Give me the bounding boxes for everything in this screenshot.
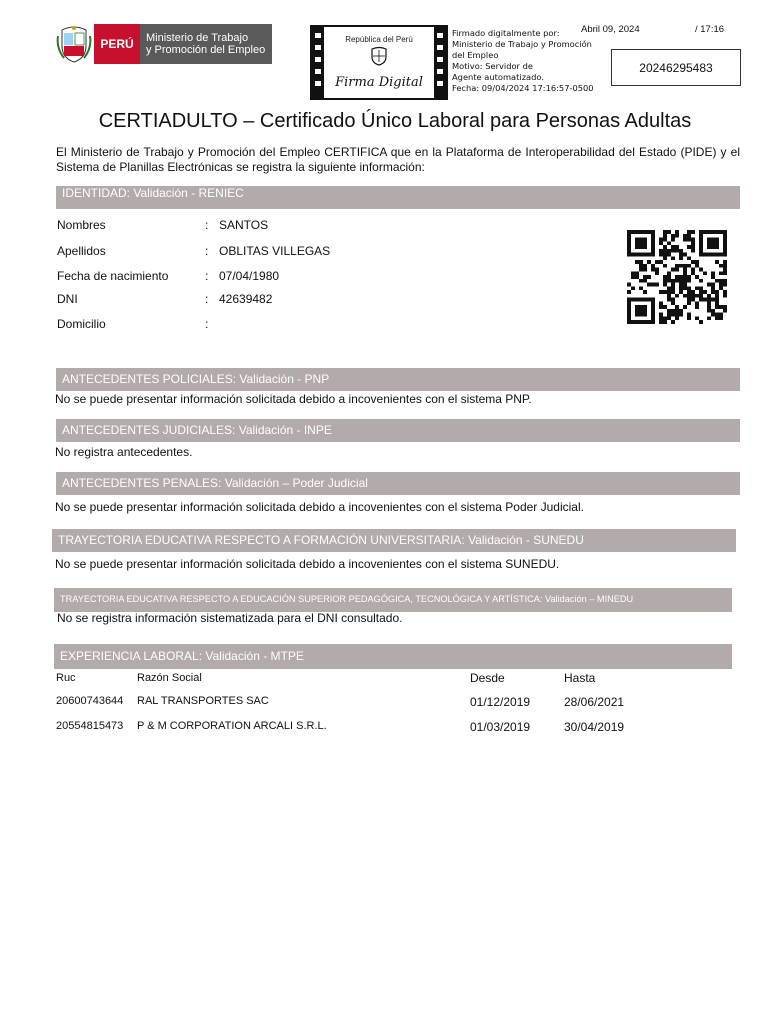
section-message-police: No se puede presentar información solicitada debido a incovenientes con el sistema PNP.: [55, 392, 532, 406]
field-value-nombres: SANTOS: [219, 218, 269, 232]
section-header-police: ANTECEDENTES POLICIALES: Validación - PNP: [56, 368, 740, 391]
issue-time: / 17:16: [695, 24, 725, 35]
field-label-apellidos: Apellidos: [57, 244, 106, 258]
signature-line: Agente automatizado.: [452, 72, 544, 82]
cell-ruc: 20600743644: [56, 695, 124, 707]
field-colon: :: [205, 244, 209, 258]
issue-date: Abril 09, 2024: [581, 24, 640, 35]
section-message-higher-education: No se registra información sistematizada para el DNI consultado.: [57, 611, 403, 625]
field-value-dni: 42639482: [219, 292, 273, 306]
document-number: 20246295483: [611, 49, 741, 86]
signature-line: Firmado digitalmente por:: [452, 28, 560, 38]
section-header-judicial: ANTECEDENTES JUDICIALES: Validación - INPE: [56, 419, 740, 442]
signature-info: [452, 28, 612, 94]
ministry-logo: [56, 24, 272, 64]
section-message-judicial: No registra antecedentes.: [55, 445, 193, 459]
section-header-experience: EXPERIENCIA LABORAL: Validación - MTPE: [54, 644, 732, 669]
intro-paragraph: El Ministerio de Trabajo y Promoción del Empleo CERTIFICA que en la Plataforma de Interoperabilidad del Estado (PIDE) y el Sistema de Planillas Electrónicas se registra la siguiente información:: [56, 145, 740, 174]
section-header-identity: IDENTIDAD: Validación - RENIEC: [56, 186, 740, 209]
stamp-republic: República del Perú: [345, 35, 413, 44]
field-colon: :: [205, 218, 209, 232]
column-header-desde: Desde: [470, 671, 505, 685]
column-header-hasta: Hasta: [564, 671, 596, 685]
cell-razon-social: RAL TRANSPORTES SAC: [137, 695, 269, 707]
field-label-nombres: Nombres: [57, 218, 106, 232]
section-header-penal: ANTECEDENTES PENALES: Validación – Poder Judicial: [56, 472, 740, 495]
field-colon: :: [205, 317, 209, 331]
field-value-apellidos: OBLITAS VILLEGAS: [219, 244, 331, 258]
digital-signature-stamp: [310, 25, 448, 100]
signature-line: Motivo: Servidor de: [452, 61, 533, 71]
field-colon: :: [205, 269, 209, 283]
section-message-university: No se puede presentar información solicitada debido a incovenientes con el sistema SUNEDU.: [55, 557, 560, 571]
stamp-firma-digital: Firma Digital: [335, 75, 423, 90]
cell-hasta: 28/06/2021: [564, 695, 625, 709]
signature-line: del Empleo: [452, 50, 499, 60]
seal-icon: [368, 46, 390, 66]
column-header-ruc: Ruc: [56, 672, 76, 684]
section-header-higher-education: TRAYECTORIA EDUCATIVA RESPECTO A EDUCACIÓN SUPERIOR PEDAGÓGICA, TECNOLÓGICA Y ARTÍSTICA: Validación – MINEDU: [54, 588, 732, 612]
column-header-razon-social: Razón Social: [137, 672, 202, 684]
cell-desde: 01/12/2019: [470, 695, 531, 709]
coat-of-arms-icon: [56, 24, 92, 64]
ministry-line-1: Ministerio de Trabajo: [146, 32, 249, 44]
qr-code-icon: [627, 230, 727, 324]
field-label-dni: DNI: [57, 292, 78, 306]
cell-razon-social: P & M CORPORATION ARCALI S.R.L.: [137, 720, 327, 732]
ministry-name: [140, 24, 272, 64]
peru-label: PERÚ: [94, 24, 140, 64]
cell-desde: 01/03/2019: [470, 720, 531, 734]
field-label-birthdate: Fecha de nacimiento: [57, 269, 169, 283]
field-colon: :: [205, 292, 209, 306]
section-header-university: TRAYECTORIA EDUCATIVA RESPECTO A FORMACIÓN UNIVERSITARIA: Validación - SUNEDU: [52, 529, 736, 552]
field-value-birthdate: 07/04/1980: [219, 269, 280, 283]
field-label-domicilio: Domicilio: [57, 317, 106, 331]
cell-ruc: 20554815473: [56, 720, 124, 732]
cell-hasta: 30/04/2019: [564, 720, 625, 734]
signature-line: Ministerio de Trabajo y Promoción: [452, 39, 592, 49]
ministry-line-2: y Promoción del Empleo: [146, 44, 266, 56]
page-title: CERTIADULTO – Certificado Único Laboral para Personas Adultas: [98, 110, 692, 132]
section-message-penal: No se puede presentar información solicitada debido a incovenientes con el sistema Poder Judicial.: [55, 500, 584, 514]
signature-line: Fecha: 09/04/2024 17:16:57-0500: [452, 83, 594, 93]
